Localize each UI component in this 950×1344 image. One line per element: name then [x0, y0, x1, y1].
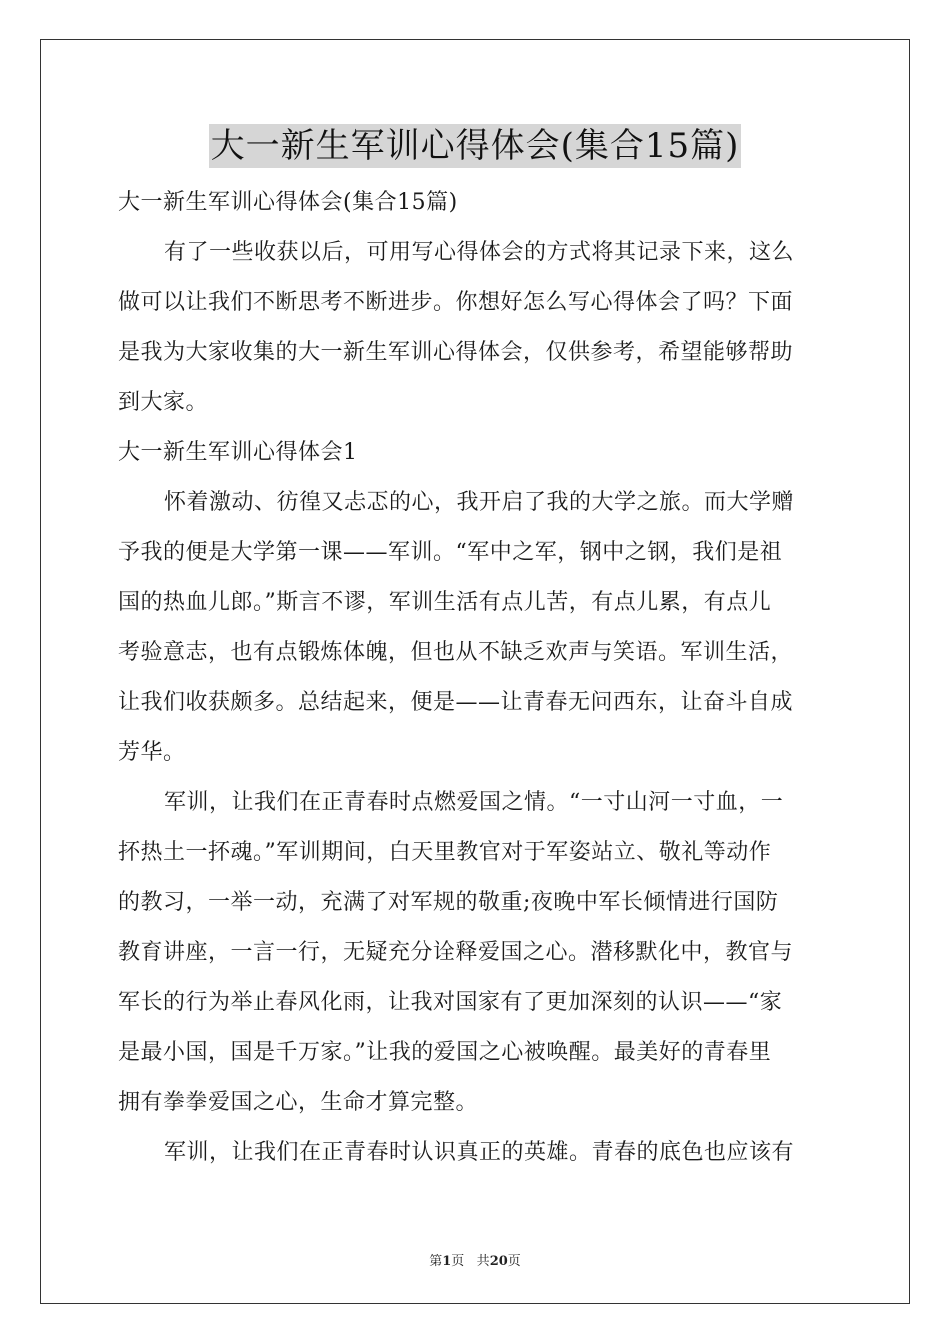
body-line: 做可以让我们不断思考不断进步。你想好怎么写心得体会了吗？下面 [118, 290, 794, 315]
page-footer [0, 1250, 950, 1269]
body-line: 教育讲座，一言一行，无疑充分诠释爱国之心。潜移默化中，教官与 [118, 940, 794, 965]
body-line: 有了一些收获以后，可用写心得体会的方式将其记录下来，这么 [164, 240, 795, 265]
footer-total-suffix: 页 [507, 1254, 521, 1269]
body-line: 抔热土一抔魂。”军训期间，白天里教官对于军姿站立、敬礼等动作 [118, 840, 772, 865]
footer-page-suffix: 页 [451, 1254, 465, 1269]
body-line: 怀着激动、彷徨又忐忑的心，我开启了我的大学之旅。而大学赠 [164, 490, 795, 515]
title-container [0, 124, 950, 168]
footer-total-pages: 20 [489, 1254, 508, 1269]
document-body [118, 178, 834, 1178]
footer-page-prefix: 第 [429, 1254, 443, 1269]
body-line: 予我的便是大学第一课——军训。“军中之军，钢中之钢，我们是祖 [118, 540, 783, 565]
body-line: 国的热血儿郎。”斯言不谬，军训生活有点儿苦，有点儿累，有点儿 [118, 590, 772, 615]
body-line: 考验意志，也有点锻炼体魄，但也从不缺乏欢声与笑语。军训生活， [118, 640, 794, 665]
body-line: 到大家。 [118, 390, 209, 415]
body-line: 军长的行为举止春风化雨，让我对国家有了更加深刻的认识——“家 [118, 990, 783, 1015]
document-title: 大一新生军训心得体会(集合15篇) [210, 126, 740, 166]
body-line: 的教习，一举一动，充满了对军规的敬重;夜晚中军长倾情进行国防 [118, 890, 779, 915]
body-line: 是最小国，国是千万家。”让我的爱国之心被唤醒。最美好的青春里 [118, 1040, 772, 1065]
body-line: 军训，让我们在正青春时点燃爱国之情。“一寸山河一寸血，一 [164, 790, 784, 815]
body-line: 大一新生军训心得体会(集合15篇) [118, 190, 458, 215]
body-line: 让我们收获颇多。总结起来，便是——让青春无问西东，让奋斗自成 [118, 690, 794, 715]
section-heading: 大一新生军训心得体会1 [118, 440, 358, 465]
footer-total-prefix: 共 [476, 1254, 490, 1269]
footer-page-number: 1 [442, 1254, 452, 1269]
body-line: 芳华。 [118, 740, 186, 765]
body-line: 是我为大家收集的大一新生军训心得体会，仅供参考，希望能够帮助 [118, 340, 794, 365]
body-line: 拥有拳拳爱国之心，生命才算完整。 [118, 1090, 479, 1115]
body-line: 军训，让我们在正青春时认识真正的英雄。青春的底色也应该有 [164, 1140, 795, 1165]
